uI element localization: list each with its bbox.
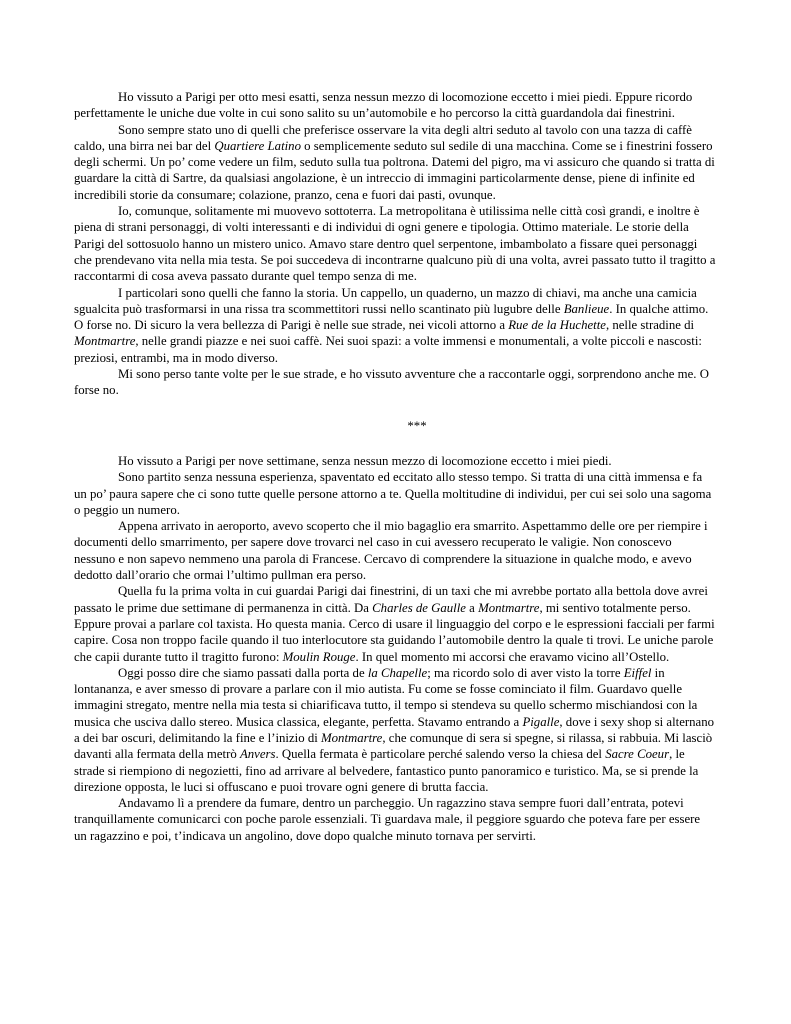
italic-run: Quartiere Latino (214, 138, 301, 153)
text-run: Io, comunque, solitamente mi muovevo sottoterra. La metropolitana è utilissima nelle città così grandi, e inoltre è piena di strani personaggi, di volti interessanti e di individui di ogni genere e tipologia. Ottimo materiale. Le storie della Parigi del sottosuolo hanno un mistero unico. Amavo stare dentro quel serpentone, imbambolato a fissare quei personaggi che prendevano vita nella mia testa. Se poi succedeva di incontrarne qualcuno più di una volta, avrei passato tutto il tragitto a raccontarmi di cosa aveva passato durante quel tempo senza di me. (74, 204, 716, 284)
text-run: , mi sentivo totalmente perso. Eppure provai a parlare col taxista. Ho questa mania. Cerco di usare il linguaggio del corpo e le espressioni facciali per farmi capire. Cosa non troppo facile quando il tuo interlocutore sta guidando l’automobile dentro la quale ti trovi. Le uniche parole che capii durante tutto il tragitto furono: (74, 600, 715, 664)
text-run: , nelle grandi piazze e nei suoi caffè. Nei suoi spazi: a volte immensi e monumentali, a volte piccoli e nascosti: preziosi, entrambi, ma in modo diverso. (74, 334, 702, 365)
italic-run: Rue de la Huchette (508, 318, 606, 333)
italic-run: Moulin Rouge (282, 649, 356, 664)
text-run: . Quella fermata è particolare perché salendo verso la chiesa del (275, 747, 606, 762)
italic-run: Montmartre (478, 600, 540, 615)
part-one (74, 89, 716, 399)
text-run: . In quel momento mi accorsi che eravamo vicino all’Ostello. (355, 649, 670, 664)
text-run: o semplicemente seduto sul sedile di una macchina. Come se i finestrini fossero degli schermi. Un po’ come vedere un film, seduto sulla tua poltrona. Datemi del pigro, ma vi assicuro che quando si tratta di guardare la città di Sartre, da qualsiasi angolazione, è un intreccio di immagini particolarmente dense, piene di infinite ed incredibili storie da consumare; colazione, pranzo, cena e fuori dai pasti, ovunque. (74, 138, 715, 202)
text-run: , nelle stradine di (605, 318, 695, 333)
text-run: Ho vissuto a Parigi per nove settimane, senza nessun mezzo di locomozione eccetto i miei piedi. (118, 453, 612, 468)
text-run: a (465, 600, 479, 615)
text-run: Sono sempre stato uno di quelli che preferisce osservare la vita degli altri seduto al tavolo con una tazza di caffè caldo, una birra nei bar del (74, 122, 692, 153)
paragraph (74, 518, 716, 583)
italic-run: Charles de Gaulle (372, 600, 466, 615)
text-run: . In qualche attimo. O forse no. Di sicuro la vera bellezza di Parigi è nelle sue strade, nei vicoli attorno a (74, 301, 709, 333)
paragraph (74, 469, 716, 518)
text-run: Andavamo lì a prendere da fumare, dentro un parcheggio. Un ragazzino stava sempre fuori dall’entrata, potevi tranquillamente comunicarci con poche parole essenziali. Ti guardava male, il peggiore sguardo che poteva fare per essere un ragazzino e poi, t’indicava un angolino, dove dopo qualche minuto tornava per servirti. (74, 796, 701, 843)
document-page (74, 89, 716, 844)
italic-run: Anvers (239, 747, 276, 762)
italic-run: Banlieue (563, 301, 610, 316)
text-run: Sono partito senza nessuna esperienza, spaventato ed eccitato allo stesso tempo. Si tratta di una città immensa e fa un po’ paura sapere che ci sono tutte quelle persone attorno a te. Quella moltitudine di individui, per cui sei solo una sagoma o peggio un numero. (74, 470, 712, 517)
text-run: , che comunque di sera si spegne, si rilassa, si rabbuia. Mi lasciò davanti alla fermata della metrò (74, 730, 713, 762)
section-separator: *** (407, 418, 427, 433)
text-run: , dove i sexy shop si alternano a dei bar oscuri, delimitando la fine e l’inizio di (74, 714, 715, 745)
text-run: Mi sono perso tante volte per le sue strade, e ho vissuto avventure che a raccontarle oggi, sorprendono anche me. O forse no. (74, 367, 709, 398)
paragraph (74, 89, 716, 122)
text-run: ; ma ricordo solo di aver visto la torre (427, 665, 624, 680)
part-two (74, 453, 716, 844)
paragraph (74, 453, 716, 469)
italic-run: la Chapelle (367, 665, 428, 680)
italic-run: Eiffel (623, 665, 652, 680)
paragraph (74, 366, 716, 399)
paragraph (74, 203, 716, 284)
text-run: I particolari sono quelli che fanno la storia. Un cappello, un quaderno, un mazzo di chiavi, ma anche una camicia sgualcita può trasformarsi in una rissa tra scommettitori russi nello scantinato più lugubre delle (74, 285, 697, 316)
text-run: in lontananza, e aver smesso di provare a parlare con il mio autista. Fu come se fosse cominciato il film. Guardavo quelle immagini stregato, mentre nella mia testa si chiarificava tutto, il tempo si stendeva su quello schermo mischiandosi con la musica che usciva dallo stereo. Musica classica, elegante, perfetta. Stavamo entrando a (74, 665, 698, 729)
italic-run: Pigalle (522, 714, 560, 729)
text-run: Quella fu la prima volta in cui guardai Parigi dai finestrini, di un taxi che mi avrebbe portato alla bettola dove avrei passato le prime due settimane di permanenza in città. Da (74, 584, 708, 615)
paragraph (74, 583, 716, 664)
italic-run: Montmartre (320, 730, 383, 745)
text-run: Ho vissuto a Parigi per otto mesi esatti, senza nessun mezzo di locomozione eccetto i miei piedi. Eppure ricordo perfettamente le uniche due volte in cui sono salito su un’automobile e ho percorso la città guardandola dai finestrini. (74, 90, 693, 121)
italic-run: Montmartre (74, 334, 136, 349)
text-run: Appena arrivato in aeroporto, avevo scoperto che il mio bagaglio era smarrito. Aspettammo delle ore per riempire i documenti dello smarrimento, per sapere dove trovarci nel caso in cui avessero recuperato le valigie. Non conoscevo nessuno e non sapevo nemmeno una parola di Francese. Cercavo di comprendere la situazione in qualche modo, e avevo dedotto dall’orario che ormai l’ultimo pullman era perso. (74, 519, 708, 583)
paragraph (74, 665, 716, 795)
text-run: , le strade si riempiono di negozietti, fino ad arrivare al belvedere, fantastico punto panoramico e turistico. Ma, se si prende la direzione opposta, le luci si offuscano e puoi trovare ogni genere di brutta faccia. (74, 747, 699, 794)
paragraph (74, 122, 716, 203)
paragraph (74, 285, 716, 366)
paragraph (74, 795, 716, 844)
text-run: Oggi posso dire che siamo passati dalla porta de (118, 665, 368, 680)
italic-run: Sacre Coeur (605, 747, 670, 762)
